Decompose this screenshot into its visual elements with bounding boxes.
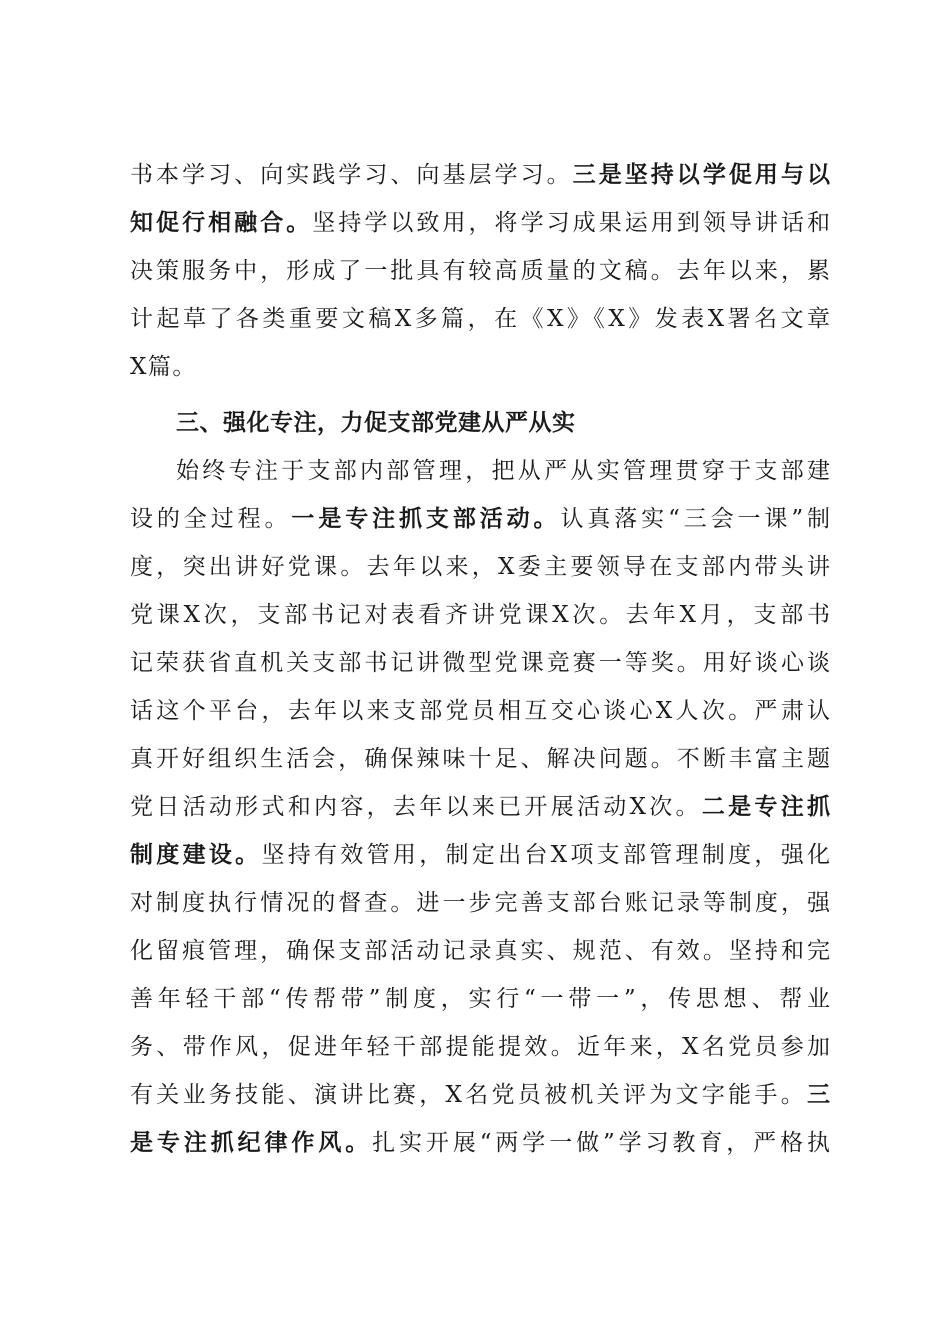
text-line: 制度建设。坚持有效管用，制定出台X项支部管理制度，强化 xyxy=(130,841,831,868)
text-line: 设的全过程。一是专注抓支部活动。认真落实“三会一课”制 xyxy=(130,505,830,532)
text-line: 党课X次，支部书记对表看齐讲党课X次。去年X月，支部书 xyxy=(130,602,830,628)
text-line: 知促行相融合。坚持学以致用，将学习成果运用到领导讲话和 xyxy=(130,209,831,236)
text-line: 对制度执行情况的督查。进一步完善支部台账记录等制度，强 xyxy=(130,890,830,916)
section-heading: 三、强化专注，力促支部党建从严从实 xyxy=(176,410,576,436)
text-line: 记荣获省直机关支部书记讲微型党课竞赛一等奖。用好谈心谈 xyxy=(130,650,830,676)
text-line: 话这个平台，去年以来支部党员相互交心谈心X人次。严肃认 xyxy=(130,698,830,724)
text-line: 有关业务技能、演讲比赛，X名党员被机关评为文字能手。三 xyxy=(130,1081,830,1108)
text-line: 计起草了各类重要文稿X多篇，在《X》《X》发表X署名文章 xyxy=(130,306,830,332)
text-line: 决策服务中，形成了一批具有较高质量的文稿。去年以来，累 xyxy=(130,258,830,284)
text-line: 书本学习、向实践学习、向基层学习。三是坚持以学促用与以 xyxy=(130,161,831,188)
text-line: 务、带作风，促进年轻干部提能提效。近年来，X名党员参加 xyxy=(130,1034,830,1060)
text-line: 党日活动形式和内容，去年以来已开展活动X次。二是专注抓 xyxy=(130,793,831,820)
text-line: 化留痕管理，确保支部活动记录真实、规范、有效。坚持和完 xyxy=(130,938,830,964)
text-line: 真开好组织生活会，确保辣味十足、解决问题。不断丰富主题 xyxy=(130,746,830,772)
paragraph-first-line: 始终专注于支部内部管理，把从严从实管理贯穿于支部建 xyxy=(176,458,830,484)
text-line: 度，突出讲好党课。去年以来，X委主要领导在支部内带头讲 xyxy=(130,554,830,580)
text-line: 善年轻干部“传帮带”制度，实行“一带一”，传思想、帮业 xyxy=(130,986,830,1012)
text-line: 是专注抓纪律作风。扎实开展“两学一做”学习教育，严格执 xyxy=(130,1129,830,1156)
text-line: X篇。 xyxy=(130,354,197,380)
